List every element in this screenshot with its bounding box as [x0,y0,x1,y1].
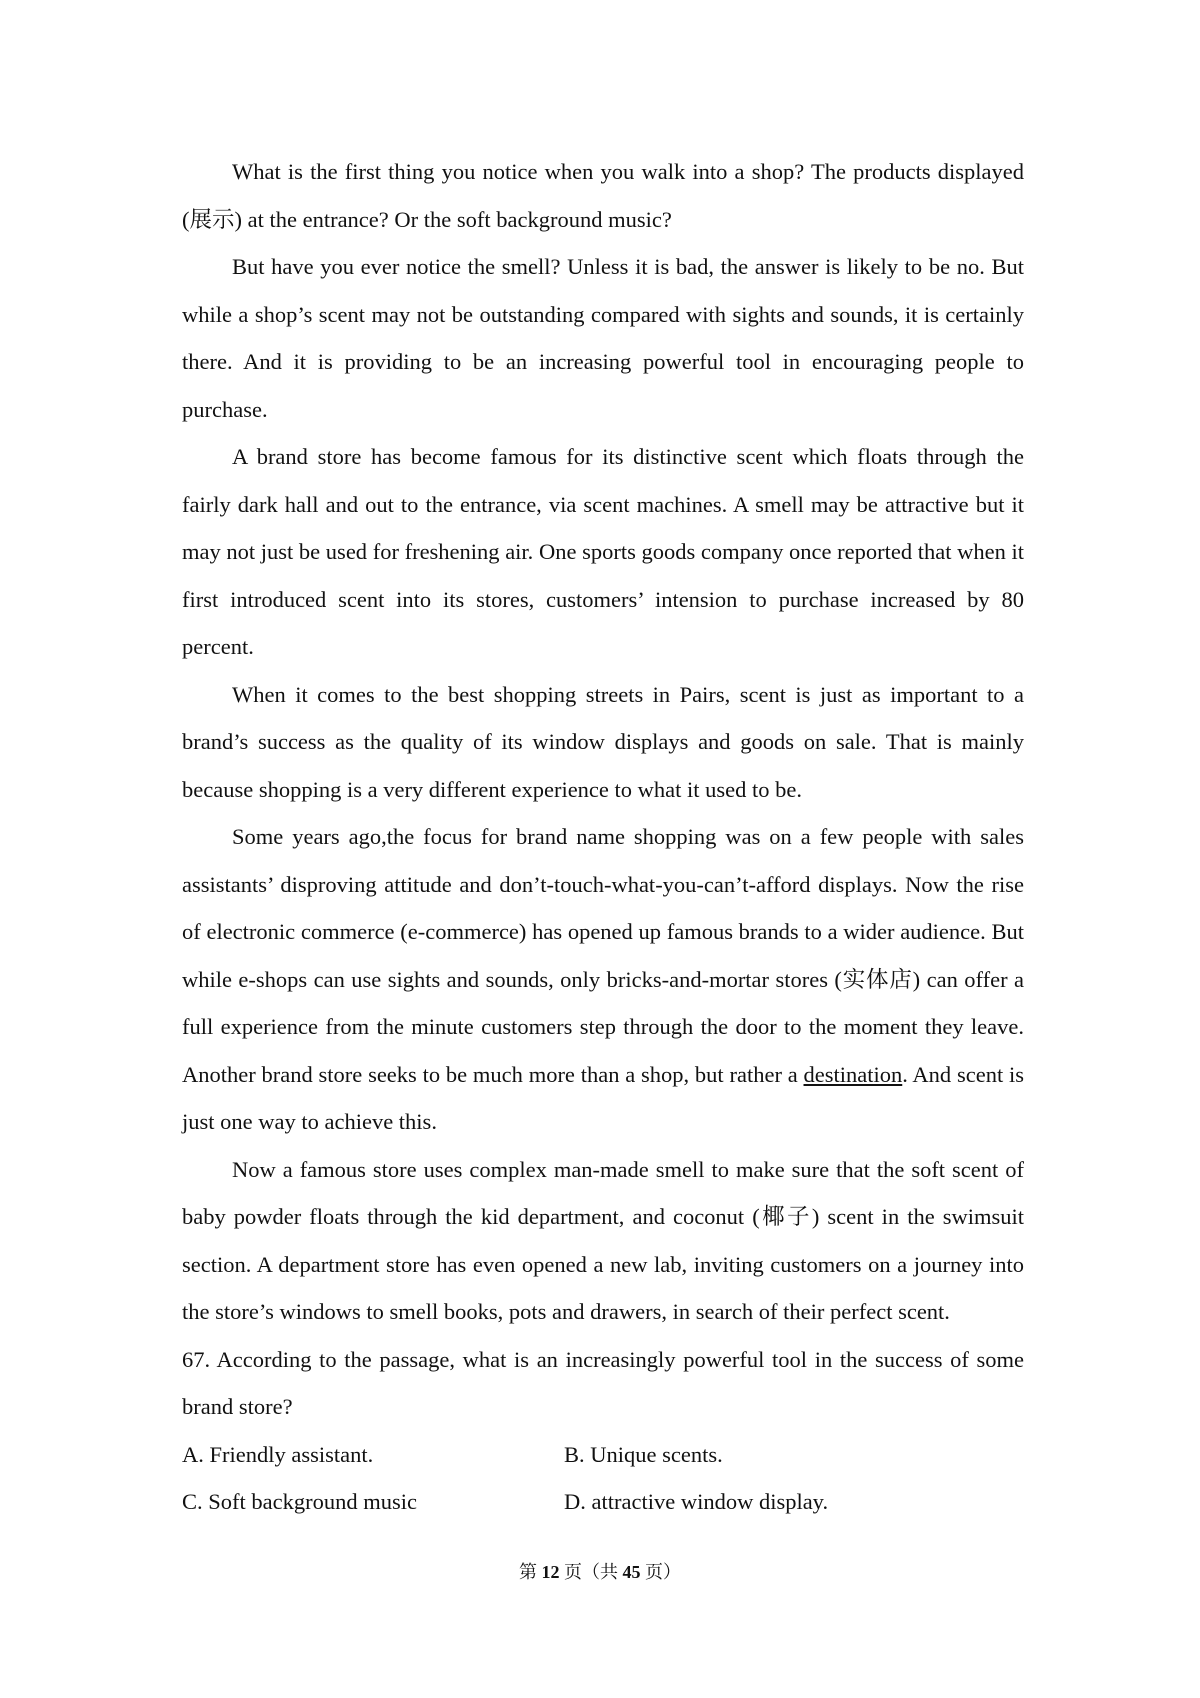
passage-paragraph-4: When it comes to the best shopping streets in Pairs, scent is just as important to a brand’s success as the quality of its window displays and goods on sale. That is mainly because shopping is a very different experience to what it used to be. [182,681,1024,802]
paragraph-5-text-start: Some years ago,the focus for brand name shopping was on a few people with sales assistants’ disproving attitude and don’t-touch-what-you-can’t-afford displays. Now the rise of electronic commerce (e-commerce) has opened up famous brands to a wider audience. But while e-shops can use sights and sounds, only bricks-and-mortar stores (实体店) can offer a full experience from the minute customers step through the door to the moment they leave. Another brand store seeks to be much more than a shop, but rather a [182,824,1024,1087]
footer-suffix: 页） [640,1562,681,1582]
passage-paragraph-3: A brand store has become famous for its distinctive scent which floats through the fairly dark hall and out to the entrance, via scent machines. A smell may be attractive but it may not just be used for freshening air. One sports goods company once reported that when it first introduced scent into its stores, customers’ intension to purchase increased by 80 percent. [182,444,1024,659]
answer-options [182,1431,1024,1526]
options-row-2 [182,1478,1024,1526]
passage-paragraph-2: But have you ever notice the smell? Unless it is bad, the answer is likely to be no. But while a shop’s scent may not be outstanding compared with sights and sounds, it is certainly there. And it is providing to be an increasing powerful tool in encouraging people to purchase. [182,254,1024,422]
page-content [182,148,1024,1526]
footer-prefix: 第 [519,1562,542,1582]
footer-total-pages: 45 [622,1562,641,1582]
passage-paragraph-6: Now a famous store uses complex man-made smell to make sure that the soft scent of baby powder floats through the kid department, and coconut (椰子) scent in the swimsuit section. A department store has even opened a new lab, inviting customers on a journey into the store’s windows to smell books, pots and drawers, in search of their perfect scent. [182,1156,1024,1324]
passage-paragraph-5 [182,813,1024,1146]
footer-middle: 页（共 [559,1562,623,1582]
underlined-word-destination: destination [803,1061,903,1087]
footer-page-number: 12 [541,1562,560,1582]
page-footer [0,1560,1200,1584]
option-d: D. attractive window display. [564,1489,829,1514]
question-67-stem: 67. According to the passage, what is an increasingly powerful tool in the success of some brand store? [182,1346,1024,1419]
option-c: C. Soft background music [182,1489,417,1514]
options-row-1 [182,1431,1024,1479]
option-a: A. Friendly assistant. [182,1441,374,1467]
passage-paragraph-1: What is the first thing you notice when you walk into a shop? The products displayed (展示) at the entrance? Or the soft background music? [182,159,1024,232]
paragraph-5-text-end: . And scent is just one way to achieve this. [182,1061,1024,1134]
option-b: B. Unique scents. [564,1441,723,1467]
